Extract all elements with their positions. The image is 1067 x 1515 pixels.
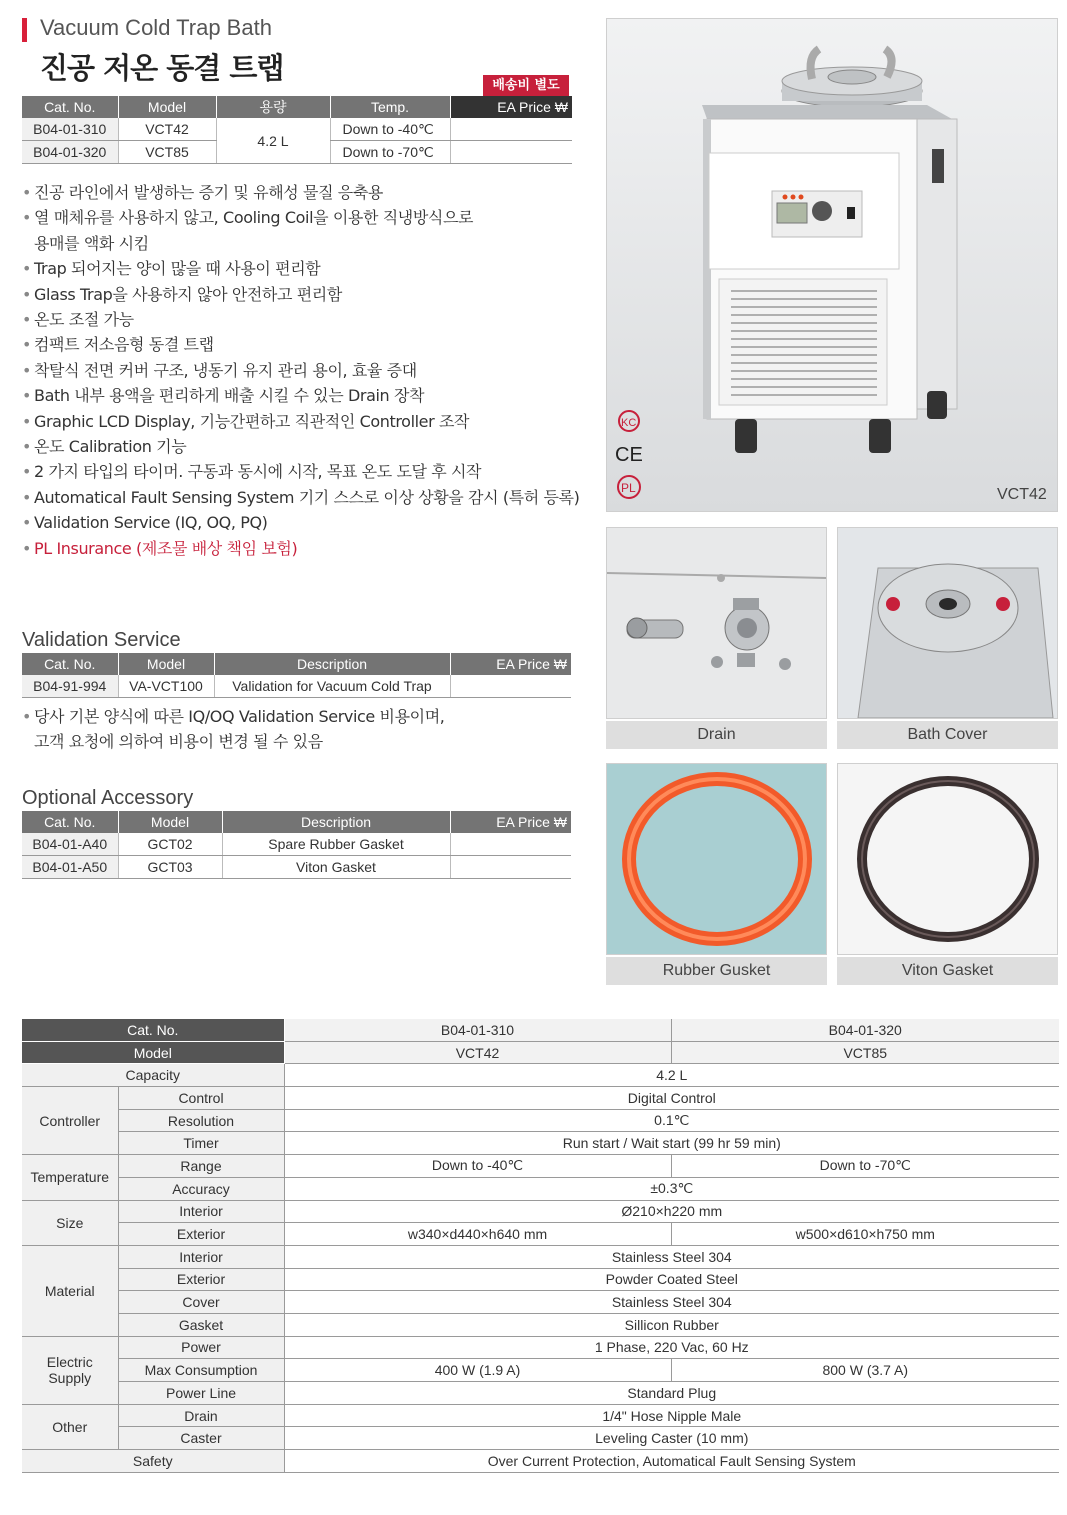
rubber-gasket-photo	[606, 763, 827, 955]
spec-label: Safety	[22, 1450, 284, 1473]
spec-row	[22, 1359, 1059, 1382]
spec-value: Powder Coated Steel	[284, 1268, 1059, 1291]
cat-no: B04-01-A40	[22, 833, 118, 856]
spec-label: Power	[118, 1336, 284, 1359]
title-accent-bar	[22, 18, 27, 42]
spec-label: Max Consumption	[118, 1359, 284, 1382]
spec-value: 400 W (1.9 A)	[284, 1359, 671, 1382]
table-row	[22, 118, 572, 141]
header-cat-no: Cat. No.	[22, 96, 118, 118]
header-price: EA Price ₩	[450, 811, 571, 833]
temp: Down to -40℃	[330, 118, 450, 141]
bath-cover-image	[838, 528, 1057, 718]
spec-label: Exterior	[118, 1268, 284, 1291]
header-capacity: 용량	[216, 96, 330, 118]
list-item: • Bath 내부 용액을 편리하게 배출 시킬 수 있는 Drain 장착	[22, 383, 582, 408]
spec-value: 4.2 L	[284, 1064, 1059, 1087]
table-row	[22, 856, 571, 879]
spec-label: Gasket	[118, 1313, 284, 1336]
shipping-badge: 배송비 별도	[483, 75, 569, 96]
list-item: • Graphic LCD Display, 기능간편하고 직관적인 Controller 조작	[22, 409, 582, 434]
rubber-gasket-image	[607, 764, 826, 954]
spec-value: Sillicon Rubber	[284, 1313, 1059, 1336]
price	[450, 856, 571, 879]
validation-notes	[22, 704, 582, 755]
cert-ce-icon: CE	[615, 444, 643, 466]
header-cat-no: Cat. No.	[22, 811, 118, 833]
list-item-pl-insurance: • PL Insurance (제조물 배상 책임 보험)	[22, 536, 582, 561]
list-item: • 진공 라인에서 발생하는 증기 및 유해성 물질 응축용	[22, 180, 582, 205]
spec-value: Stainless Steel 304	[284, 1245, 1059, 1268]
spec-cat-1: B04-01-310	[284, 1019, 671, 1041]
table-row	[22, 675, 571, 698]
spec-group: Size	[22, 1200, 118, 1245]
accessory-table	[22, 811, 571, 879]
model: GCT02	[118, 833, 222, 856]
accessory-title: Optional Accessory	[22, 787, 194, 809]
spec-label: Caster	[118, 1427, 284, 1450]
list-item: • 2 가지 타입의 타이머. 구동과 동시에 시작, 목표 온도 도달 후 시작	[22, 459, 582, 484]
price	[450, 675, 571, 698]
spec-model-1: VCT42	[284, 1041, 671, 1064]
list-item: • Automatical Fault Sensing System 기기 스스로 이상 상황을 감시 (특허 등록)	[22, 485, 582, 510]
spec-row	[22, 1382, 1059, 1405]
spec-row	[22, 1223, 1059, 1246]
cat-no: B04-01-310	[22, 118, 118, 141]
spec-value: Over Current Protection, Automatical Fault Sensing System	[284, 1450, 1059, 1473]
price	[450, 118, 572, 141]
list-item: • Validation Service (IQ, OQ, PQ)	[22, 510, 582, 535]
description: Viton Gasket	[222, 856, 450, 879]
spec-label: Timer	[118, 1132, 284, 1155]
spec-row	[22, 1109, 1059, 1132]
model: VCT42	[118, 118, 216, 141]
spec-label: Capacity	[22, 1064, 284, 1087]
product-title-english: Vacuum Cold Trap Bath	[40, 15, 272, 40]
spec-value: Leveling Caster (10 mm)	[284, 1427, 1059, 1450]
price-table	[22, 96, 572, 164]
list-item: • 온도 조절 가능	[22, 307, 582, 332]
spec-group-line: Supply	[48, 1370, 92, 1387]
spec-label: Interior	[118, 1245, 284, 1268]
svg-text:KC: KC	[621, 417, 637, 429]
spec-row	[22, 1313, 1059, 1336]
header-price: EA Price ₩	[450, 96, 572, 118]
list-item: • 열 매체유를 사용하지 않고, Cooling Coil을 이용한 직냉방식으로	[22, 205, 582, 230]
spec-label: Power Line	[118, 1382, 284, 1405]
header-price: EA Price ₩	[450, 653, 571, 675]
model: VCT85	[118, 141, 216, 164]
model: VA-VCT100	[118, 675, 214, 698]
spec-row	[22, 1087, 1059, 1110]
spec-label: Exterior	[118, 1223, 284, 1246]
spec-row	[22, 1291, 1059, 1314]
svg-text:PL: PL	[621, 481, 636, 495]
header-cat-no: Cat. No.	[22, 653, 118, 675]
spec-label: Range	[118, 1155, 284, 1178]
spec-row-model	[22, 1041, 1059, 1064]
spec-model-2: VCT85	[671, 1041, 1059, 1064]
spec-row	[22, 1200, 1059, 1223]
spec-cat-2: B04-01-320	[671, 1019, 1059, 1041]
spec-row	[22, 1450, 1059, 1473]
spec-group	[22, 1336, 118, 1404]
header-model: Model	[118, 96, 216, 118]
spec-value: 1/4" Hose Nipple Male	[284, 1404, 1059, 1427]
header-description: Description	[222, 811, 450, 833]
spec-row	[22, 1427, 1059, 1450]
spec-value: Digital Control	[284, 1087, 1059, 1110]
list-item: • 착탈식 전면 커버 구조, 냉동기 유지 관리 용이, 효율 증대	[22, 358, 582, 383]
spec-value: 800 W (3.7 A)	[671, 1359, 1059, 1382]
list-item-continuation: 고객 요청에 의하여 비용이 변경 될 수 있음	[34, 732, 323, 752]
viton-gasket-photo	[837, 763, 1058, 955]
spec-row	[22, 1336, 1059, 1359]
spec-group: Temperature	[22, 1155, 118, 1200]
list-item-continuation: 용매를 액화 시킴	[34, 233, 149, 253]
cat-no: B04-01-320	[22, 141, 118, 164]
spec-label: Cover	[118, 1291, 284, 1314]
spec-label: Accuracy	[118, 1177, 284, 1200]
spec-value: 0.1℃	[284, 1109, 1059, 1132]
spec-label: Interior	[118, 1200, 284, 1223]
capacity: 4.2 L	[216, 118, 330, 164]
price	[450, 141, 572, 164]
spec-value: Stainless Steel 304	[284, 1291, 1059, 1314]
cat-no: B04-91-994	[22, 675, 118, 698]
drain-image	[607, 528, 826, 718]
spec-row	[22, 1245, 1059, 1268]
feature-list	[22, 180, 582, 561]
list-item: • 당사 기본 양식에 따른 IQ/OQ Validation Service 비용이며,	[22, 704, 582, 729]
spec-value: w500×d610×h750 mm	[671, 1223, 1059, 1246]
spec-label: Control	[118, 1087, 284, 1110]
spec-value: 1 Phase, 220 Vac, 60 Hz	[284, 1336, 1059, 1359]
spec-group-line: Electric	[46, 1354, 93, 1371]
spec-row	[22, 1177, 1059, 1200]
rubber-gasket-caption: Rubber Gusket	[606, 957, 827, 985]
description: Spare Rubber Gasket	[222, 833, 450, 856]
spec-value: Ø210×h220 mm	[284, 1200, 1059, 1223]
cat-no: B04-01-A50	[22, 856, 118, 879]
header-model: Model	[118, 653, 214, 675]
validation-title: Validation Service	[22, 629, 181, 651]
spec-group: Material	[22, 1245, 118, 1336]
spec-row	[22, 1268, 1059, 1291]
spec-row	[22, 1155, 1059, 1178]
spec-row	[22, 1404, 1059, 1427]
list-item: • 온도 Calibration 기능	[22, 434, 582, 459]
spec-group: Controller	[22, 1087, 118, 1155]
list-item: • 컴팩트 저소음형 동결 트랩	[22, 332, 582, 357]
spec-label-cat: Cat. No.	[22, 1019, 284, 1041]
cold-trap-illustration	[607, 19, 1057, 511]
bath-cover-photo	[837, 527, 1058, 719]
spec-row	[22, 1132, 1059, 1155]
spec-value: Run start / Wait start (99 hr 59 min)	[284, 1132, 1059, 1155]
header-description: Description	[214, 653, 450, 675]
spec-value: Down to -40℃	[284, 1155, 671, 1178]
spec-label: Resolution	[118, 1109, 284, 1132]
spec-value: ±0.3℃	[284, 1177, 1059, 1200]
list-item: • Trap 되어지는 양이 많을 때 사용이 편리함	[22, 256, 582, 281]
spec-table	[22, 1019, 1059, 1473]
price	[450, 833, 571, 856]
temp: Down to -70℃	[330, 141, 450, 164]
spec-group: Other	[22, 1404, 118, 1449]
viton-gasket-caption: Viton Gasket	[837, 957, 1058, 985]
header-temp: Temp.	[330, 96, 450, 118]
photo-model-label: VCT42	[997, 486, 1047, 503]
product-title-korean: 진공 저온 동결 트랩	[40, 51, 284, 85]
spec-value: Down to -70℃	[671, 1155, 1059, 1178]
spec-label-model: Model	[22, 1041, 284, 1064]
drain-caption: Drain	[606, 721, 827, 749]
validation-table	[22, 653, 571, 698]
model: GCT03	[118, 856, 222, 879]
list-item: • Glass Trap을 사용하지 않아 안전하고 편리함	[22, 282, 582, 307]
spec-row	[22, 1064, 1059, 1087]
spec-row-cat	[22, 1019, 1059, 1041]
viton-gasket-image	[838, 764, 1057, 954]
description: Validation for Vacuum Cold Trap	[214, 675, 450, 698]
product-photo	[606, 18, 1058, 512]
header-model: Model	[118, 811, 222, 833]
spec-label: Drain	[118, 1404, 284, 1427]
table-row	[22, 833, 571, 856]
spec-value: w340×d440×h640 mm	[284, 1223, 671, 1246]
spec-value: Standard Plug	[284, 1382, 1059, 1405]
drain-photo	[606, 527, 827, 719]
bath-cover-caption: Bath Cover	[837, 721, 1058, 749]
